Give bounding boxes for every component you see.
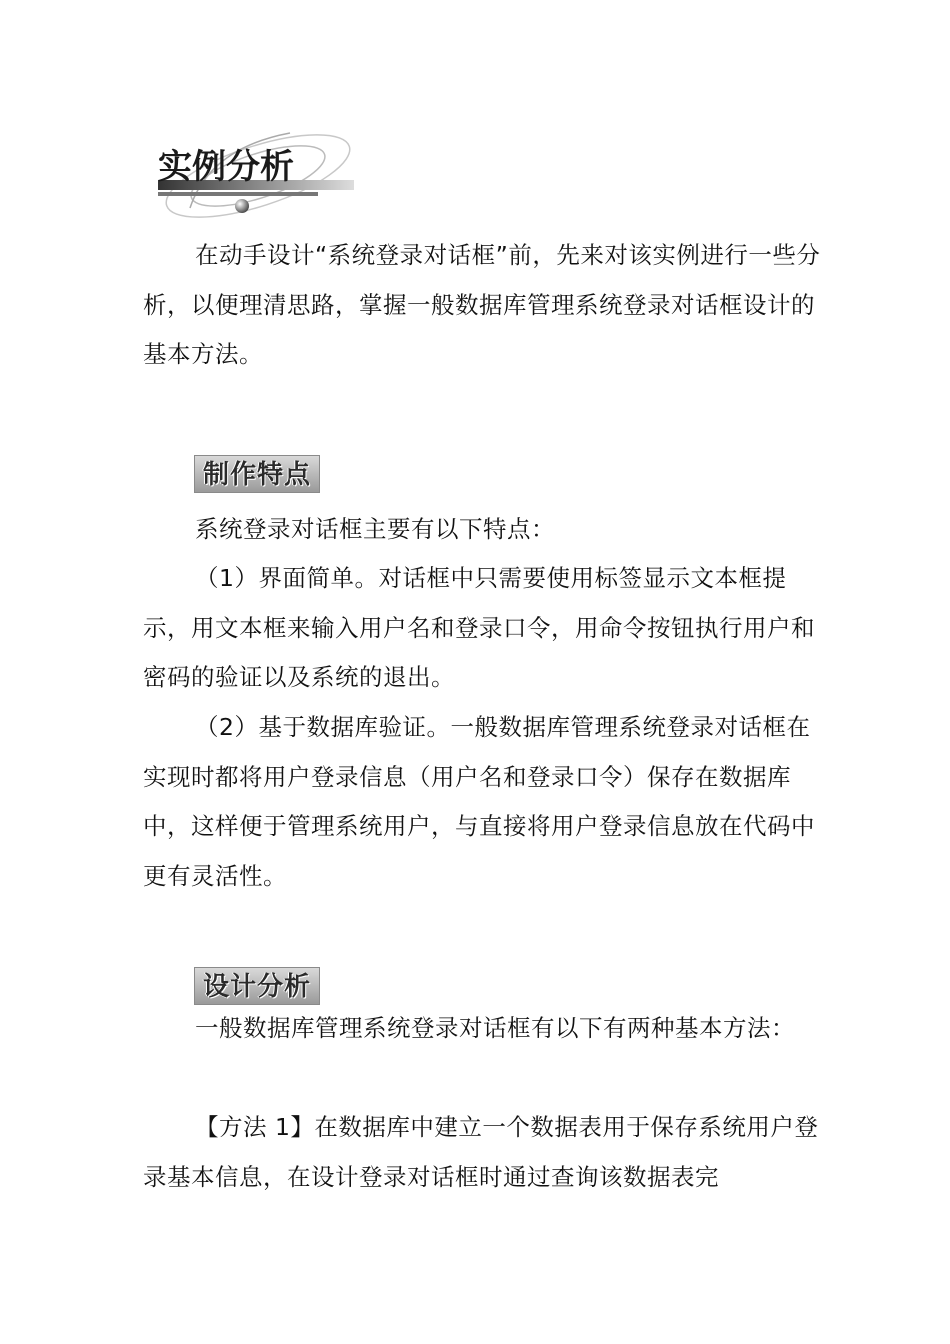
feature-item-1: （1）界面简单。对话框中只需要使用标签显示文本框提示，用文本框来输入用户名和登录口令，用命令按钮执行用户和密码的验证以及系统的退出。 <box>143 564 815 691</box>
intro-paragraph: 在动手设计“系统登录对话框”前，先来对该实例进行一些分析，以便理清思路，掌握一般数据库管理系统登录对话框设计的基本方法。 <box>143 241 821 368</box>
section-banner-example-analysis <box>150 128 360 222</box>
method-1-paragraph: 【方法 1】在数据库中建立一个数据表用于保存系统用户登录基本信息，在设计登录对话框时通过查询该数据表完 <box>143 1113 819 1191</box>
feature-item-2: （2）基于数据库验证。一般数据库管理系统登录对话框在实现时都将用户登录信息（用户名和登录口令）保存在数据库中，这样便于管理系统用户，与直接将用户登录信息放在代码中更有灵活性。 <box>143 713 815 890</box>
features-heading: 制作特点 <box>194 455 320 493</box>
features-lead: 系统登录对话框主要有以下特点： <box>195 515 555 543</box>
banner-title: 实例分析 <box>158 147 294 187</box>
design-heading: 设计分析 <box>194 967 320 1005</box>
design-lead: 一般数据库管理系统登录对话框有以下有两种基本方法： <box>195 1014 795 1042</box>
banner-graphic <box>150 128 360 222</box>
